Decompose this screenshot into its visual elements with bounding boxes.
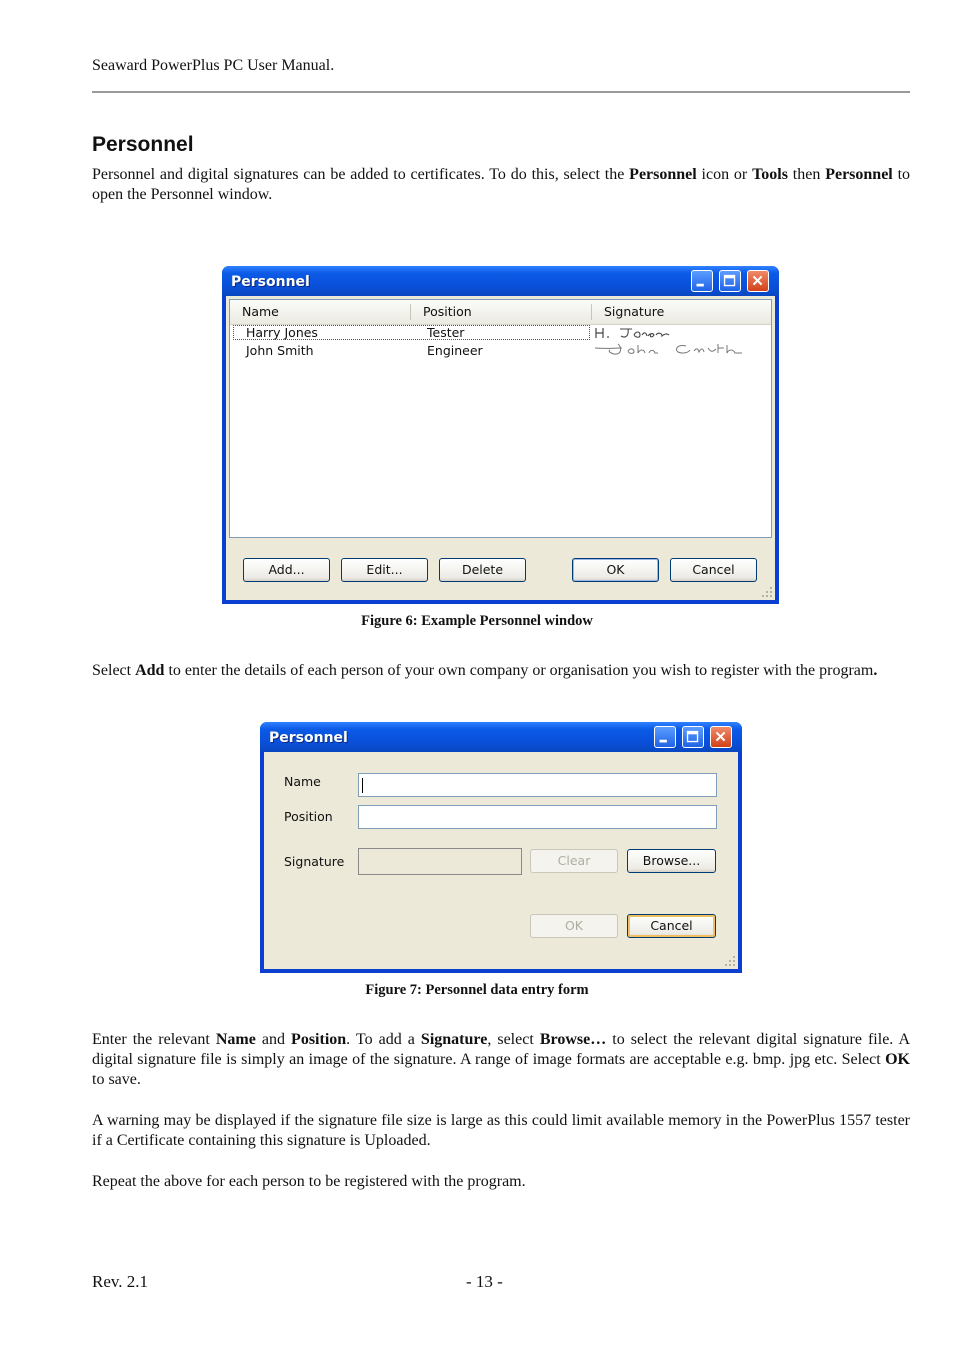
- signature-preview: [358, 848, 522, 875]
- close-icon: [711, 727, 731, 747]
- cancel-button[interactable]: Cancel: [627, 914, 716, 938]
- add-button[interactable]: Add...: [243, 558, 330, 582]
- column-header-signature[interactable]: Signature: [604, 304, 665, 319]
- browse-button[interactable]: Browse...: [627, 849, 716, 873]
- warning-paragraph: A warning may be displayed if the signature file size is large as this could limit available memory in the PowerPlus 1557 tester if a Certificate containing this signature is Uploaded.: [92, 1112, 910, 1149]
- figure-6-caption: Figure 6: Example Personnel window: [361, 613, 593, 629]
- close-button[interactable]: [710, 726, 732, 748]
- intro-paragraph: Personnel and digital signatures can be added to certificates. To do this, select the Personnel icon or Tools then Personnel to open the Personnel window.: [92, 166, 911, 203]
- signature-label: Signature: [284, 854, 345, 869]
- position-label: Position: [284, 809, 333, 824]
- minimize-icon: [692, 271, 712, 291]
- row-name: Harry Jones: [246, 325, 318, 340]
- maximize-icon: [720, 271, 740, 291]
- signature-image: [592, 325, 702, 341]
- column-header-position[interactable]: Position: [423, 304, 472, 319]
- resize-grip-icon[interactable]: [761, 586, 773, 598]
- window-title: Personnel: [269, 730, 348, 746]
- cancel-button[interactable]: Cancel: [670, 558, 757, 582]
- add-paragraph: Select Add to enter the details of each person of your own company or organisation you wish to register with the program.: [92, 662, 878, 679]
- ok-button[interactable]: OK: [572, 558, 659, 582]
- footer-revision: Rev. 2.1: [92, 1272, 149, 1291]
- minimize-icon: [655, 727, 675, 747]
- minimize-button[interactable]: [654, 726, 676, 748]
- maximize-button[interactable]: [719, 270, 741, 292]
- column-header-name[interactable]: Name: [242, 304, 279, 319]
- personnel-list[interactable]: [229, 299, 772, 538]
- row-position: Tester: [427, 325, 465, 340]
- list-header: [230, 300, 771, 325]
- delete-button[interactable]: Delete: [439, 558, 526, 582]
- signature-image: [592, 341, 770, 359]
- edit-button[interactable]: Edit...: [341, 558, 428, 582]
- ok-button[interactable]: OK: [530, 914, 618, 938]
- footer-page-number: - 13 -: [466, 1272, 503, 1291]
- window-title: Personnel: [231, 274, 310, 290]
- row-position: Engineer: [427, 343, 483, 358]
- running-header: Seaward PowerPlus PC User Manual.: [92, 57, 335, 74]
- clear-button[interactable]: Clear: [530, 849, 618, 873]
- window-client-area: [226, 296, 775, 600]
- window-client-area: [264, 752, 738, 969]
- minimize-button[interactable]: [691, 270, 713, 292]
- personnel-window: [222, 266, 779, 604]
- text-cursor: [362, 778, 363, 793]
- personnel-entry-window: [260, 722, 742, 973]
- maximize-icon: [683, 727, 703, 747]
- column-divider[interactable]: [410, 304, 411, 320]
- resize-grip-icon[interactable]: [724, 955, 736, 967]
- title-bar[interactable]: [222, 266, 779, 296]
- figure-7-caption: Figure 7: Personnel data entry form: [365, 982, 589, 998]
- column-divider[interactable]: [591, 304, 592, 320]
- name-label: Name: [284, 774, 321, 789]
- name-input[interactable]: [358, 773, 717, 797]
- row-name: John Smith: [246, 343, 314, 358]
- title-bar[interactable]: [260, 722, 742, 752]
- close-icon: [748, 271, 768, 291]
- maximize-button[interactable]: [682, 726, 704, 748]
- repeat-paragraph: Repeat the above for each person to be registered with the program.: [92, 1173, 526, 1190]
- entry-paragraph: Enter the relevant Name and Position. To add a Signature, select Browse… to select the relevant digital signature file. A digital signature file is simply an image of the signature. A range of image formats are acceptable e.g. bmp. jpg etc. Select OK to save.: [92, 1031, 911, 1088]
- section-heading: Personnel: [92, 133, 194, 156]
- position-input[interactable]: [358, 805, 717, 829]
- close-button[interactable]: [747, 270, 769, 292]
- header-rule: [92, 91, 910, 93]
